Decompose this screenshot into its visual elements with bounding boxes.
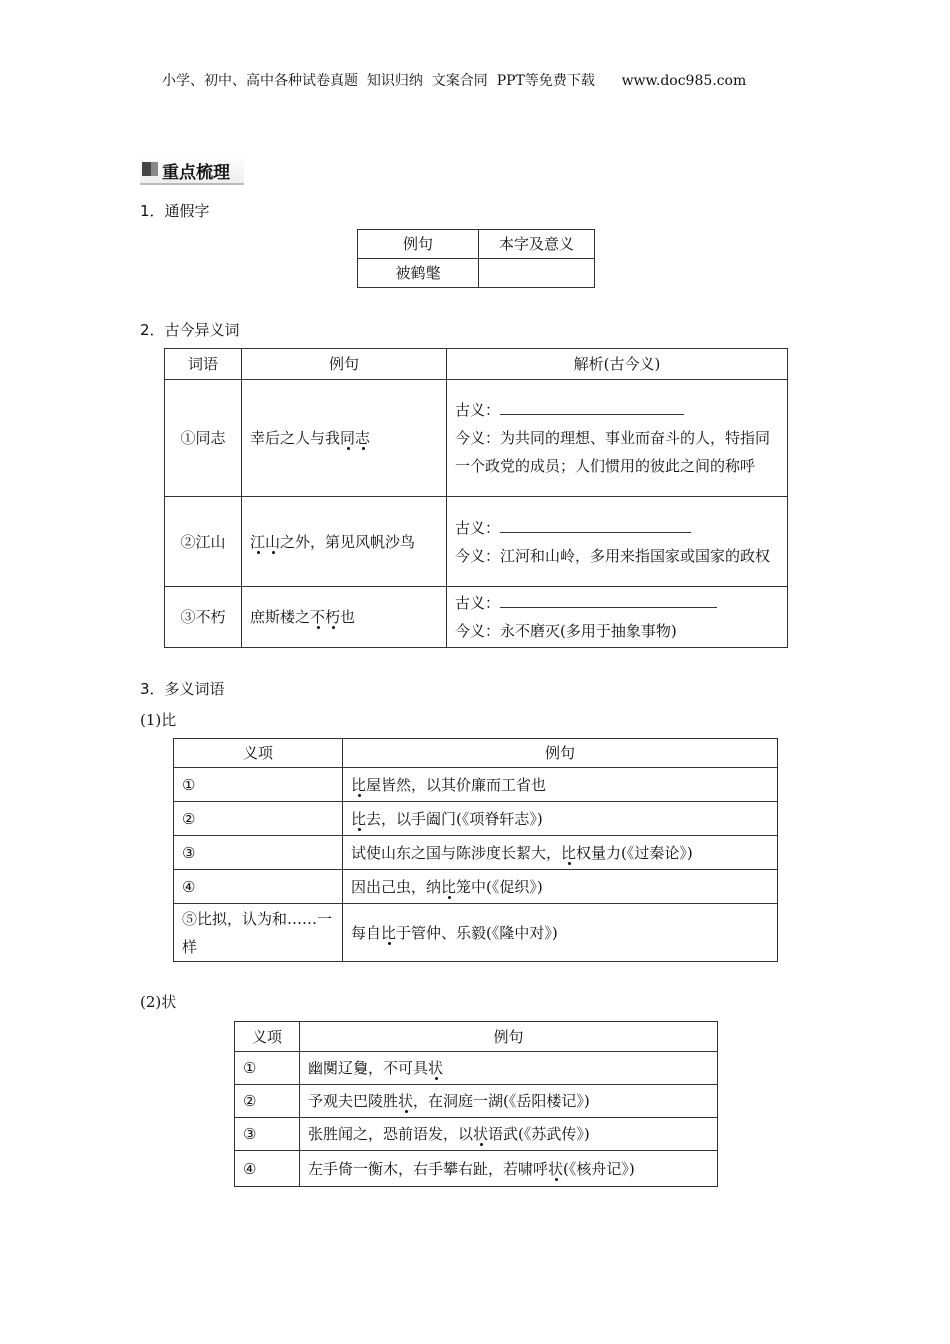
col-header: 义项 bbox=[235, 1022, 300, 1052]
emphasized-char: 状 bbox=[398, 1092, 414, 1110]
sentence-text: 每自 bbox=[351, 923, 382, 942]
example-cell bbox=[242, 497, 447, 587]
emphasized-char: 状 bbox=[473, 1125, 489, 1143]
sentence-text: (《核舟记》) bbox=[563, 1159, 635, 1178]
emphasized-char: 比 bbox=[381, 923, 397, 942]
table-row bbox=[174, 904, 778, 962]
example-cell bbox=[300, 1052, 718, 1085]
example-cell bbox=[343, 836, 778, 870]
table-row bbox=[174, 836, 778, 870]
emphasized-char: 志 bbox=[355, 429, 371, 447]
sense-cell[interactable]: ① bbox=[174, 768, 343, 802]
example-cell bbox=[343, 802, 778, 836]
emphasized-char: 状 bbox=[428, 1059, 444, 1077]
emphasized-char: 比 bbox=[351, 775, 367, 794]
jin-text: 今义：江河和山岭，多用来指国家或国家的政权 bbox=[455, 546, 771, 565]
sentence-text: 笼中(《促织》) bbox=[456, 877, 543, 896]
word-cell: ②江山 bbox=[165, 497, 242, 587]
col-header: 解析(古今义) bbox=[447, 349, 788, 380]
table-row bbox=[165, 587, 788, 648]
word-cell: ①同志 bbox=[165, 380, 242, 497]
col-header: 本字及意义 bbox=[479, 230, 595, 259]
sense-cell[interactable]: ③ bbox=[235, 1118, 300, 1151]
sentence-text: 左手倚一衡木，右手攀右趾，若啸呼 bbox=[308, 1159, 549, 1178]
example-cell bbox=[300, 1118, 718, 1151]
sense-cell[interactable]: ② bbox=[235, 1085, 300, 1118]
s2-title: 2．古今异义词 bbox=[140, 321, 240, 339]
sentence-text: 屋皆然，以其价廉而工省也 bbox=[366, 775, 547, 794]
emphasized-char: 山 bbox=[265, 532, 281, 551]
s1-title: 1．通假字 bbox=[140, 202, 210, 220]
answer-blank[interactable] bbox=[500, 591, 717, 608]
table-row bbox=[165, 380, 788, 497]
jin-text: 今义：永不磨灭(多用于抽象事物) bbox=[455, 622, 677, 640]
example-cell bbox=[300, 1085, 718, 1118]
sub-title-bi: (1)比 bbox=[140, 711, 177, 729]
emphasized-char: 比 bbox=[351, 809, 367, 828]
gu-label: 古义： bbox=[455, 594, 501, 612]
sentence-text: 张胜闻之，恐前语发，以 bbox=[308, 1125, 474, 1143]
col-header: 例句 bbox=[242, 349, 447, 380]
sense-cell: ⑤比拟，认为和……一样 bbox=[174, 904, 343, 962]
jin-text: 今义：为共同的理想、事业而奋斗的人，特指同一个政党的成员；人们惯用的彼此之间的称呼 bbox=[455, 429, 771, 475]
emphasized-char: 比 bbox=[561, 843, 577, 862]
table-row bbox=[235, 1085, 718, 1118]
sense-cell[interactable]: ④ bbox=[174, 870, 343, 904]
cell: 被鹤氅 bbox=[358, 259, 479, 288]
gu-line bbox=[455, 514, 779, 542]
sentence-text: 之外，第见风帆沙鸟 bbox=[280, 532, 416, 551]
sense-cell[interactable]: ① bbox=[235, 1052, 300, 1085]
sentence-text: 去，以手阖门(《项脊轩志》) bbox=[366, 809, 543, 828]
sentence-text: 因出己虫，纳 bbox=[351, 877, 442, 896]
sentence-text: 也 bbox=[340, 608, 356, 626]
sentence-text: 于管仲、乐毅(《隆中对》) bbox=[396, 923, 558, 942]
gu-label: 古义： bbox=[455, 401, 501, 419]
section-title: 重点梳理 bbox=[162, 163, 230, 183]
sense-cell[interactable]: ③ bbox=[174, 836, 343, 870]
bi-table bbox=[173, 738, 778, 962]
table-row bbox=[174, 870, 778, 904]
emphasized-char: 比 bbox=[441, 877, 457, 896]
tongjia-table bbox=[357, 229, 595, 288]
table-row bbox=[235, 1151, 718, 1187]
sentence-text: 幸后之人与我 bbox=[250, 429, 341, 447]
col-header: 词语 bbox=[165, 349, 242, 380]
example-cell bbox=[343, 870, 778, 904]
table-row bbox=[235, 1118, 718, 1151]
emphasized-char: 同 bbox=[340, 429, 356, 447]
sentence-text: 予观夫巴陵胜 bbox=[308, 1092, 399, 1110]
emphasized-char: 朽 bbox=[325, 608, 341, 626]
zhuang-table bbox=[234, 1021, 718, 1187]
analysis-cell bbox=[447, 497, 788, 587]
table-row bbox=[165, 497, 788, 587]
sense-cell[interactable]: ④ bbox=[235, 1151, 300, 1187]
sentence-text: ，在洞庭一湖(《岳阳楼记》) bbox=[413, 1092, 590, 1110]
gujin-table bbox=[164, 348, 788, 648]
sentence-text: 语武(《苏武传》) bbox=[488, 1125, 590, 1143]
col-header: 例句 bbox=[358, 230, 479, 259]
word-cell: ③不朽 bbox=[165, 587, 242, 648]
sentence-text: 庶斯楼之 bbox=[250, 608, 311, 626]
analysis-cell bbox=[447, 380, 788, 497]
example-cell bbox=[343, 768, 778, 802]
sense-cell[interactable]: ② bbox=[174, 802, 343, 836]
s3-title: 3．多义词语 bbox=[140, 680, 225, 698]
sub-title-zhuang: (2)状 bbox=[140, 993, 177, 1011]
sentence-text: 幽闃辽敻，不可具 bbox=[308, 1059, 429, 1077]
emphasized-char: 江 bbox=[250, 532, 266, 551]
analysis-cell bbox=[447, 587, 788, 648]
gu-line bbox=[455, 396, 779, 424]
table-row bbox=[235, 1052, 718, 1085]
example-cell bbox=[242, 380, 447, 497]
gu-label: 古义： bbox=[455, 518, 501, 537]
example-cell bbox=[343, 904, 778, 962]
emphasized-char: 状 bbox=[548, 1159, 564, 1178]
col-header: 例句 bbox=[343, 739, 778, 768]
page-header: 小学、初中、高中各种试卷真题 知识归纳 文案合同 PPT等免费下载 www.doc985.com bbox=[162, 73, 747, 89]
sentence-text: 试使山东之国与陈涉度长絜大， bbox=[351, 843, 562, 862]
col-header: 义项 bbox=[174, 739, 343, 768]
section-banner bbox=[140, 156, 244, 185]
col-header: 例句 bbox=[300, 1022, 718, 1052]
example-cell bbox=[300, 1151, 718, 1187]
table-row bbox=[174, 802, 778, 836]
gu-line bbox=[455, 589, 779, 617]
answer-blank[interactable] bbox=[500, 516, 691, 533]
answer-blank[interactable] bbox=[500, 398, 684, 415]
emphasized-char: 不 bbox=[310, 608, 326, 626]
table-row bbox=[174, 768, 778, 802]
banner-block-icon bbox=[142, 162, 158, 176]
sentence-text: 权量力(《过秦论》) bbox=[576, 843, 693, 862]
answer-cell[interactable] bbox=[479, 259, 595, 288]
example-cell bbox=[242, 587, 447, 648]
